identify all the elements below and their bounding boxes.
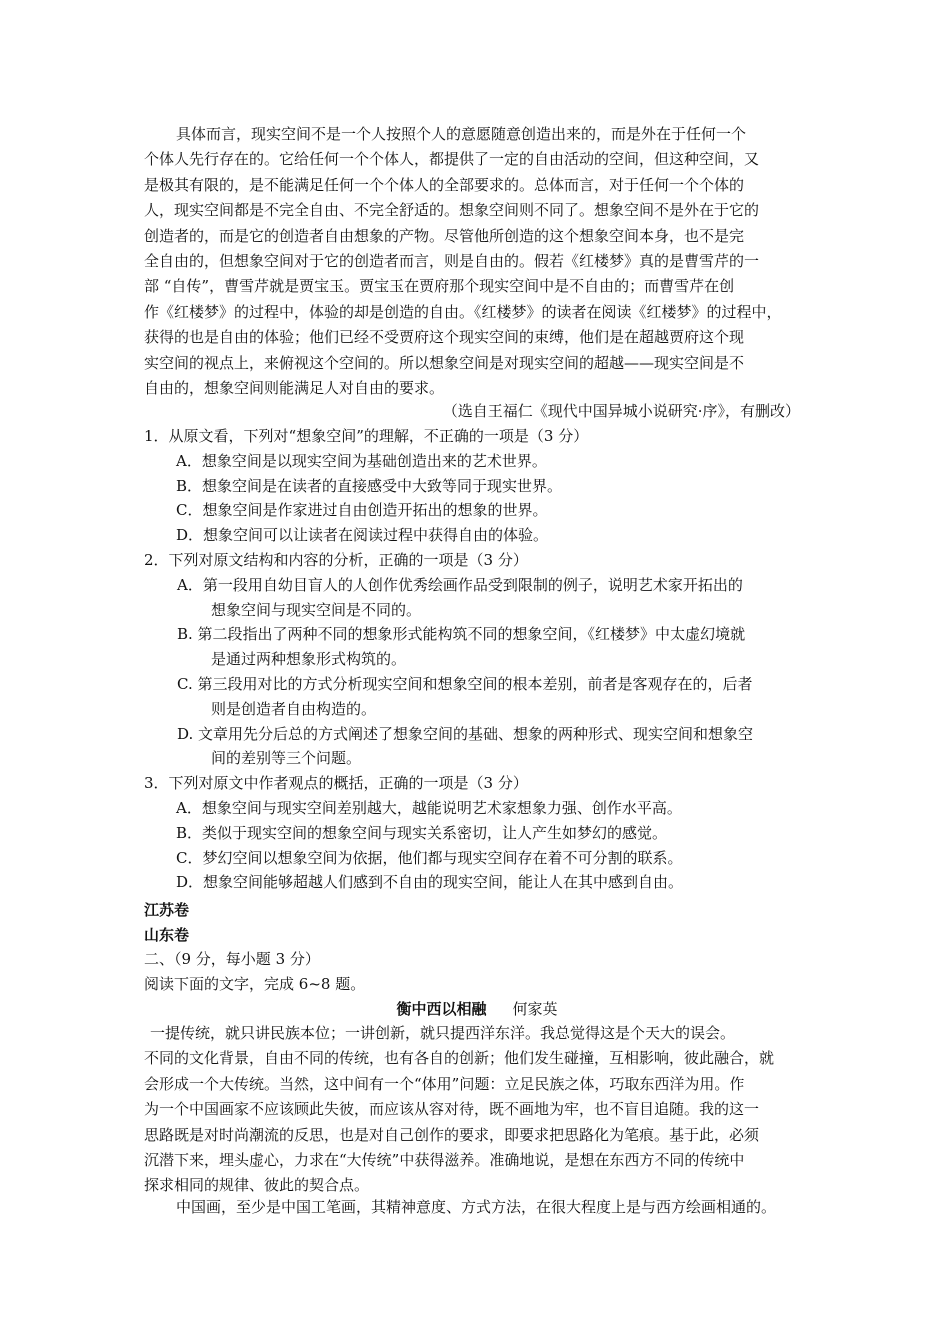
passage-text [144, 122, 810, 401]
passage-line: 全自由的，但想象空间对于它的创造者而言，则是自由的。假若《红楼梦》真的是曹雪芹的一 [144, 252, 760, 271]
answer-option-continuation: 想象空间与现实空间是不同的。 [211, 600, 422, 619]
answer-option-continuation: 是通过两种想象形式构筑的。 [211, 650, 407, 669]
section-shandong: 山东卷 [144, 925, 190, 944]
article-para2-line: 中国画，至少是中国工笔画，其精神意度、方式方法，在很大程度上是与西方绘画相通的。 [176, 1198, 777, 1216]
answer-option: B．想象空间是在读者的直接感受中大致等同于现实世界。 [176, 476, 563, 495]
passage-line: 创造者的，而是它的创造者自由想象的产物。尽管他所创造的这个想象空间本身，也不是完 [144, 226, 745, 245]
answer-option: A．想象空间是以现实空间为基础创造出来的艺术世界。 [176, 451, 547, 470]
section-jiangsu: 江苏卷 [144, 901, 190, 919]
article-title-line [144, 997, 810, 1022]
passage-line: 作《红楼梦》的过程中，体验的却是创造的自由。《红楼梦》的读者在阅读《红楼梦》的过程中， [144, 302, 782, 321]
answer-option: B．类似于现实空间的想象空间与现实关系密切，让人产生如梦幻的感觉。 [176, 823, 668, 842]
answer-option: D．想象空间能够超越人们感到不自由的现实空间，能让人在其中感到自由。 [176, 873, 684, 892]
passage-line: 是极其有限的，是不能满足任何一个个体人的全部要求的。总体而言，对于任何一个个体的 [144, 175, 745, 194]
passage-line: 实空间的视点上，来俯视这个空间的。所以想象空间是对现实空间的超越——现实空间是不 [144, 353, 745, 372]
passage-line: 人，现实空间都是不完全自由、不完全舒适的。想象空间则不同了。想象空间不是外在于它的 [144, 201, 760, 220]
article-author: 何家英 [512, 999, 558, 1018]
question-stem: 1．从原文看，下列对“想象空间”的理解，不正确的一项是（3 分） [144, 427, 589, 445]
passage-line: 自由的，想象空间则能满足人对自由的要求。 [144, 379, 445, 398]
answer-option: A．第一段用自幼目盲人的人创作优秀绘画作品受到限制的例子，说明艺术家开拓出的 [177, 575, 743, 594]
answer-option: A．想象空间与现实空间差别越大，越能说明艺术家想象力强、创作水平高。 [176, 798, 682, 817]
article-line: 会形成一个大传统。当然，这中间有一个“体用”问题：立足民族之体，巧取东西洋为用。作 [144, 1074, 745, 1093]
question-list [144, 424, 810, 895]
article-line: 一提传统，就只讲民族本位；一讲创新，就只提西洋东洋。我总觉得这是个天大的误会。 [150, 1024, 736, 1042]
article-text [144, 1021, 810, 1199]
passage-line: 部 “自传”，曹雪芹就是贾宝玉。贾宝玉在贾府那个现实空间中是不自由的；而曹雪芹在创 [144, 277, 735, 296]
article-paragraph-2 [144, 1195, 810, 1220]
answer-option: D. 文章用先分后总的方式阐述了想象空间的基础、想象的两种形式、现实空间和想象空 [177, 724, 754, 743]
passage-paragraph [144, 122, 810, 401]
passage-source: （选自王福仁《现代中国异城小说研究·序》，有删改） [442, 402, 800, 420]
passage-line: 获得的也是自由的体验；他们已经不受贾府这个现实空间的束缚，他们是在超越贾府这个现 [144, 328, 745, 347]
article-line: 沉潜下来，埋头虚心，力求在“大传统”中获得滋养。准确地说，是想在东西方不同的传统中 [144, 1151, 745, 1170]
passage-line: 具体而言，现实空间不是一个人按照个人的意愿随意创造出来的，而是外在于任何一个 [176, 125, 747, 143]
article-line: 为一个中国画家不应该顾此失彼，而应该从容对待，既不画地为牢，也不盲目追随。我的这一 [144, 1100, 760, 1119]
answer-option: C．想象空间是作家进过自由创造开拓出的想象的世界。 [176, 501, 548, 520]
section-headers [144, 898, 810, 1022]
article-line: 不同的文化背景，自由不同的传统，也有各自的创新；他们发生碰撞，互相影响，彼此融合，就 [144, 1049, 775, 1068]
question-stem: 3．下列对原文中作者观点的概括，正确的一项是（3 分） [144, 774, 528, 793]
part2-header: 二、（9 分，每小题 3 分） [144, 950, 320, 968]
reading-instruction: 阅读下面的文字，完成 6~8 题。 [144, 974, 366, 993]
answer-option-continuation: 则是创造者自由构造的。 [211, 699, 377, 718]
article-paragraph-1 [144, 1021, 810, 1199]
question-stem: 2．下列对原文结构和内容的分析，正确的一项是（3 分） [144, 550, 528, 569]
article-line: 探求相同的规律、彼此的契合点。 [144, 1176, 370, 1195]
answer-option-continuation: 间的差别等三个问题。 [211, 749, 362, 768]
article-title: 衡中西以相融 [396, 999, 487, 1018]
answer-option: D．想象空间可以让读者在阅读过程中获得自由的体验。 [176, 526, 549, 545]
article-line: 思路既是对时尚潮流的反思，也是对自己创作的要求，即要求把思路化为笔痕。基于此，必须 [144, 1125, 760, 1144]
answer-option: C. 第三段用对比的方式分析现实空间和想象空间的根本差别，前者是客观存在的，后者 [177, 674, 753, 693]
passage-line: 个体人先行存在的。它给任何一个个体人，都提供了一定的自由活动的空间，但这种空间，又 [144, 150, 760, 169]
answer-option: C．梦幻空间以想象空间为依据，他们都与现实空间存在着不可分割的联系。 [176, 848, 683, 867]
answer-option: B. 第二段指出了两种不同的想象形式能构筑不同的想象空间，《红楼梦》中太虚幻境就 [177, 625, 746, 644]
